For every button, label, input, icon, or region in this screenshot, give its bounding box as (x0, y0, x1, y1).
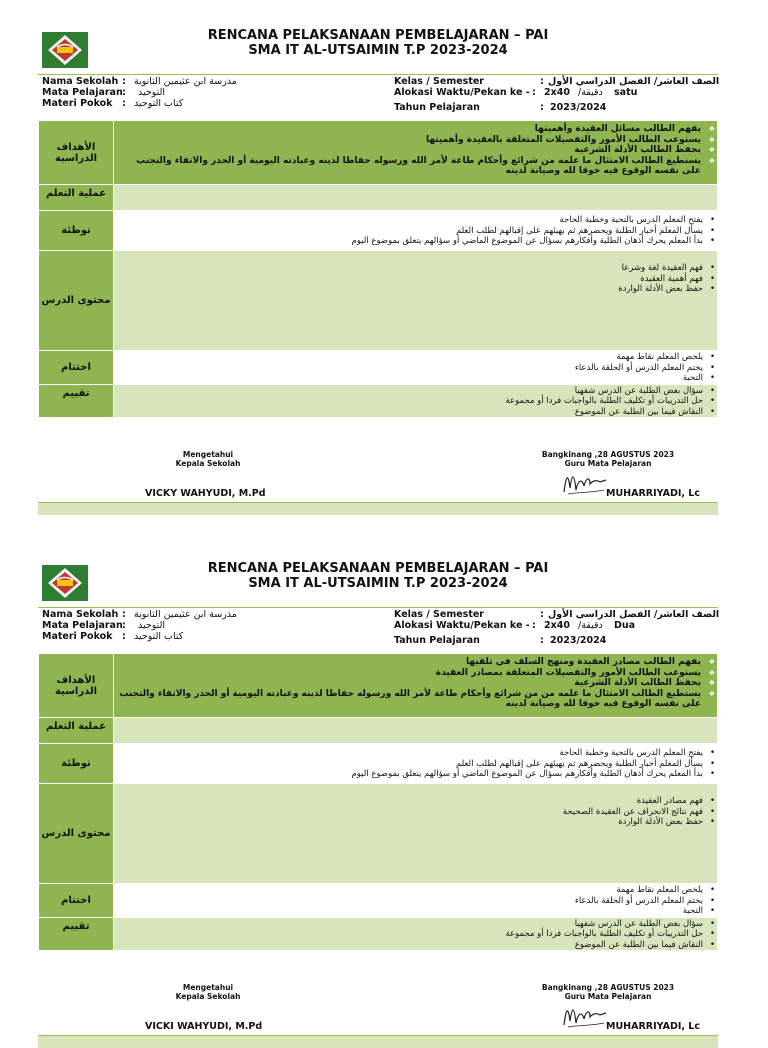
value-pekan: satu (614, 87, 638, 98)
date-line: Bangkinang ,28 AGUSTUS 2023 (541, 450, 675, 459)
content-item: • فهم أهمية العقيدة (118, 274, 703, 285)
row-objectives (39, 654, 718, 718)
intro-list (114, 215, 717, 247)
objectives-list (114, 124, 717, 177)
content-item: • حفظ بعض الأدلة الواردة (118, 817, 703, 828)
closing-cell (114, 884, 718, 918)
label-learning-process: عملية التعلم (39, 185, 114, 211)
value-tahun-pelajaran: 2023/2024 (550, 102, 607, 113)
label-closing: اختتام (39, 351, 114, 385)
label-intro: توطئة (39, 211, 114, 251)
document-title-line2: SMA IT AL-UTSAIMIN T.P 2023-2024 (248, 43, 508, 58)
mengetahui-label: Mengetahui (182, 983, 234, 992)
label-mata-pelajaran: Mata Pelajaran (42, 87, 123, 98)
label-content: محتوى الدرس (39, 251, 114, 351)
closing-item: • يختم المعلم الدرس أو الحلقة بالدعاء (118, 896, 703, 907)
closing-item: • يلخص المعلم نقاط مهمة (118, 885, 703, 896)
objectives-item: ❖ يفهم الطالب مصادر العقيدة ومنهج السلف في تلقيها (118, 657, 701, 668)
objectives-item: ❖ يحفظ الطالب الأدلة الشرعية (118, 678, 701, 689)
document-title-line2: SMA IT AL-UTSAIMIN T.P 2023-2024 (248, 576, 508, 591)
label-tahun-pelajaran: Tahun Pelajaran (394, 102, 480, 113)
label-nama-sekolah: Nama Sekolah (42, 76, 119, 87)
intro-item: • يسأل المعلم أخبار الطلبة ويحضرهم ثم يهيئهم على إقبالهم لطلب العلم (118, 759, 703, 770)
label-alokasi-waktu: Alokasi Waktu/Pekan ke - (394, 620, 530, 631)
learning-process-cell (114, 718, 718, 744)
footer-strip (38, 1035, 718, 1048)
closing-item: • التحية (118, 906, 703, 917)
footer-strip (38, 502, 718, 515)
label-objectives: الأهداف الدراسية (39, 121, 114, 185)
row-closing (39, 351, 718, 385)
assessment-cell (114, 384, 718, 418)
value-mata-pelajaran: التوحيد (138, 620, 166, 631)
value-nama-sekolah: مدرسة ابن عثيمين الثانوية (134, 609, 237, 620)
lesson-plan-table (38, 120, 718, 418)
content-item: • فهم العقيدة لغة وشرعا (118, 263, 703, 274)
content-item: • حفظ بعض الأدلة الواردة (118, 284, 703, 295)
assessment-cell (114, 917, 718, 951)
row-assessment (39, 384, 718, 418)
value-alokasi-waktu: 2x40 (544, 87, 570, 98)
assessment-item: • النقاش فيما بين الطلبة عن الموضوع (118, 407, 703, 418)
row-content (39, 251, 718, 351)
objectives-cell (114, 654, 718, 718)
value-alokasi-waktu: 2x40 (544, 620, 570, 631)
objectives-item: ❖ يستطيع الطالب الامتثال ما علمه من من شرائع وأحكام طاعة لأمر الله ورسوله حفاظا لدينه وعبادته اليومية أو الحذر والاتقاء والتجنب على نفسه الوقوع فيه خوفا لله وصيانة لدينه (118, 689, 701, 710)
objectives-item: ❖ يفهم الطالب مسائل العقيدة وأهميتها (118, 124, 701, 135)
closing-list (114, 352, 717, 384)
value-materi-pokok: كتاب التوحيد (134, 631, 184, 642)
info-block: Nama Sekolah : مدرسة ابن عثيمين الثانوية Mata Pelajaran : التوحيد Materi Pokok : كتاب التوحيد Kelas / Semester : الصف العاشر/ الفصل الدراسي الأول Alokasi Waktu/Pekan ke - : 2x40 دقيقة/ satu Tahun Pelajaran : 2023/2024 (38, 74, 718, 117)
row-assessment (39, 917, 718, 951)
objectives-list (114, 657, 717, 710)
info-block: Nama Sekolah : مدرسة ابن عثيمين الثانوية Mata Pelajaran : التوحيد Materi Pokok : كتاب التوحيد Kelas / Semester : الصف العاشر/ الفصل الدراسي الأول Alokasi Waktu/Pekan ke - : 2x40 دقيقة/ Dua Tahun Pelajaran : 2023/2024 (38, 607, 718, 650)
assessment-item: • حل التدريبات أو تكليف الطلبة بالواجبات فردا أو مجموعة (118, 929, 703, 940)
row-closing (39, 884, 718, 918)
content-cell (114, 784, 718, 884)
content-cell (114, 251, 718, 351)
lesson-plan-table (38, 653, 718, 951)
content-list (114, 796, 717, 828)
content-item: • فهم نتائج الانحراف عن العقيدة الصحيحة (118, 807, 703, 818)
kepala-sekolah-label: Kepala Sekolah (175, 459, 241, 468)
closing-item: • يلخص المعلم نقاط مهمة (118, 352, 703, 363)
intro-item: • يسأل المعلم أخبار الطلبة ويحضرهم ثم يهيئهم على إقبالهم لطلب العلم (118, 226, 703, 237)
objectives-cell (114, 121, 718, 185)
value-alokasi-unit: دقيقة/ (578, 87, 603, 98)
objectives-item: ❖ يستوعب الطالب الأمور والتفصيلات المتعلقة بالعقيدة وأهميتها (118, 135, 701, 146)
teacher-name: MUHARRIYADI, Lc (606, 1021, 700, 1032)
intro-cell (114, 211, 718, 251)
teacher-name: MUHARRIYADI, Lc (606, 488, 700, 499)
content-item: • فهم مصادر العقيدة (118, 796, 703, 807)
guru-mapel-label: Guru Mata Pelajaran (564, 992, 652, 1001)
row-intro (39, 211, 718, 251)
intro-item: • يفتح المعلم الدرس بالتحية وخطبة الحاجة (118, 748, 703, 759)
value-tahun-pelajaran: 2023/2024 (550, 635, 607, 646)
label-mata-pelajaran: Mata Pelajaran (42, 620, 123, 631)
label-materi-pokok: Materi Pokok (42, 631, 113, 642)
teacher-signature (560, 466, 610, 498)
label-assessment: تقييم (39, 917, 114, 951)
assessment-item: • سؤال بعض الطلبة عن الدرس شفهيا (118, 919, 703, 930)
value-alokasi-unit: دقيقة/ (578, 620, 603, 631)
document-title-line1: RENCANA PELAKSANAAN PEMBELAJARAN – PAI (207, 561, 549, 576)
value-nama-sekolah: مدرسة ابن عثيمين الثانوية (134, 76, 237, 87)
label-nama-sekolah: Nama Sekolah (42, 609, 119, 620)
assessment-item: • حل التدريبات أو تكليف الطلبة بالواجبات فردا أو مجموعة (118, 396, 703, 407)
principal-name: VICKY WAHYUDI, M.Pd (145, 488, 266, 499)
label-materi-pokok: Materi Pokok (42, 98, 113, 109)
objectives-item: ❖ يحفظ الطالب الأدلة الشرعية (118, 145, 701, 156)
assessment-list (114, 919, 717, 951)
assessment-list (114, 386, 717, 418)
row-learning-process (39, 718, 718, 744)
closing-item: • التحية (118, 373, 703, 384)
principal-name: VICKI WAHYUDI, M.Pd (145, 1021, 263, 1032)
label-alokasi-waktu: Alokasi Waktu/Pekan ke - (394, 87, 530, 98)
intro-item: • بدأ المعلم يحرك أذهان الطلبة وأفكارهم بسؤال عن الموضوع الماضي أو سؤالهم يتعلق بموضوع اليوم (118, 236, 703, 247)
row-learning-process (39, 185, 718, 211)
label-assessment: تقييم (39, 384, 114, 418)
row-content (39, 784, 718, 884)
label-tahun-pelajaran: Tahun Pelajaran (394, 635, 480, 646)
mengetahui-label: Mengetahui (182, 450, 234, 459)
label-kelas-semester: Kelas / Semester (394, 609, 484, 620)
value-kelas-semester: الصف العاشر/ الفصل الدراسي الأول (548, 609, 720, 620)
date-line: Bangkinang ,28 AGUSTUS 2023 (541, 983, 675, 992)
label-closing: اختتام (39, 884, 114, 918)
row-intro (39, 744, 718, 784)
intro-item: • بدأ المعلم يحرك أذهان الطلبة وأفكارهم بسؤال عن الموضوع الماضي أو سؤالهم يتعلق بموضوع اليوم (118, 769, 703, 780)
closing-cell (114, 351, 718, 385)
closing-list (114, 885, 717, 917)
kepala-sekolah-label: Kepala Sekolah (175, 992, 241, 1001)
intro-cell (114, 744, 718, 784)
intro-item: • يفتح المعلم الدرس بالتحية وخطبة الحاجة (118, 215, 703, 226)
assessment-item: • سؤال بعض الطلبة عن الدرس شفهيا (118, 386, 703, 397)
guru-mapel-label: Guru Mata Pelajaran (564, 459, 652, 468)
label-objectives: الأهداف الدراسية (39, 654, 114, 718)
teacher-signature (560, 999, 610, 1031)
label-learning-process: عملية التعلم (39, 718, 114, 744)
value-mata-pelajaran: التوحيد (138, 87, 166, 98)
assessment-item: • النقاش فيما بين الطلبة عن الموضوع (118, 940, 703, 951)
label-intro: توطئة (39, 744, 114, 784)
value-pekan: Dua (614, 620, 636, 631)
intro-list (114, 748, 717, 780)
objectives-item: ❖ يستطيع الطالب الامتثال ما علمه من شرائع وأحكام طاعة لأمر الله ورسوله حفاظا لدينه وعبادته اليومية أو الحذر والاتقاء والتجنب على نفسه الوقوع فيه خوفا لله وصيانة لدينه (118, 156, 701, 177)
content-list (114, 263, 717, 295)
label-content: محتوى الدرس (39, 784, 114, 884)
value-materi-pokok: كتاب التوحيد (134, 98, 184, 109)
closing-item: • يختم المعلم الدرس أو الحلقة بالدعاء (118, 363, 703, 374)
row-objectives (39, 121, 718, 185)
document-title-line1: RENCANA PELAKSANAAN PEMBELAJARAN – PAI (207, 28, 549, 43)
objectives-item: ❖ يستوعب الطالب الأمور والتفصيلات المتعلقة بمصادر العقيدة (118, 668, 701, 679)
value-kelas-semester: الصف العاشر/ الفصل الدراسي الأول (548, 76, 720, 87)
label-kelas-semester: Kelas / Semester (394, 76, 484, 87)
learning-process-cell (114, 185, 718, 211)
